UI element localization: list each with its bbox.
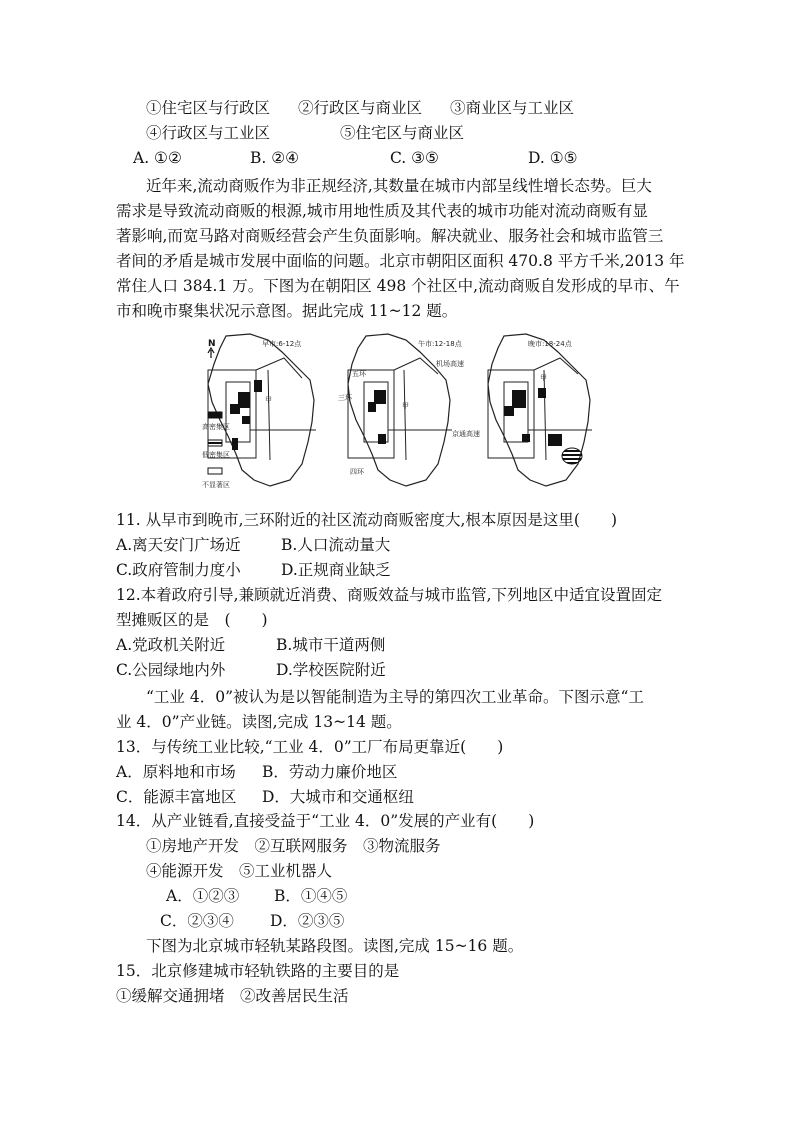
high-density-zone — [504, 406, 514, 416]
q11-option-b: B.人口流动量大 — [281, 536, 391, 554]
high-density-zone — [368, 402, 376, 412]
legend-high: 高密集区 — [202, 423, 230, 431]
high-density-zone — [230, 404, 240, 414]
q14-stem: 14．从产业链看,直接受益于“工业 4．0”发展的产业有( ) — [116, 812, 535, 830]
legend-high-swatch — [208, 412, 222, 418]
high-density-zone — [378, 434, 386, 444]
vendor-maps-svg — [198, 330, 608, 494]
label-jia: 甲 — [540, 374, 547, 382]
q14-option-c: C．②③④ — [160, 912, 234, 930]
q15-choices-row1: ①缓解交通拥堵 ②改善居民生活 — [116, 987, 349, 1005]
q10-choice-2: ②行政区与商业区 — [298, 99, 423, 117]
q14-choices-row1: ①房地产开发 ②互联网服务 ③物流服务 — [146, 837, 441, 855]
q13-option-a: A．原料地和市场 — [116, 763, 236, 781]
high-density-zone — [232, 438, 238, 450]
q13-option-d: D．大城市和交通枢纽 — [262, 788, 414, 806]
q13-option-c: C．能源丰富地区 — [116, 788, 237, 806]
passage1-line2: 需求是导致流动商贩的根源,城市用地性质及其代表的城市功能对流动商贩有显 — [116, 202, 648, 220]
passage1-line3: 著影响,而宽马路对商贩经营会产生负面影响。解决就业、服务社会和城市监管三 — [116, 227, 664, 245]
legend-low: 低密集区 — [202, 451, 230, 459]
label-jia: 甲 — [402, 402, 409, 410]
map-noon — [338, 334, 480, 486]
q10-choice-4: ④行政区与工业区 — [146, 124, 271, 142]
q11-option-a: A.离天安门广场近 — [116, 536, 241, 554]
passage1-line5: 常住人口 384.1 万。下图为在朝阳区 498 个社区中,流动商贩自发形成的早市、午 — [116, 277, 680, 295]
high-density-zone — [512, 390, 526, 408]
high-density-zone — [242, 416, 250, 424]
map-evening — [488, 334, 592, 486]
label-airport: 机场高速 — [436, 360, 464, 368]
q12-option-d: D.学校医院附近 — [276, 661, 386, 679]
q10-answer-b: B. ②④ — [250, 149, 300, 167]
q11-stem: 11. 从早市到晚市,三环附近的社区流动商贩密度大,根本原因是这里( ) — [116, 511, 618, 529]
q10-answer-c: C. ③⑤ — [390, 149, 439, 167]
north-label: N — [208, 339, 216, 349]
road-jia — [404, 370, 406, 460]
q10-choice-5: ⑤住宅区与商业区 — [340, 124, 465, 142]
q13-option-b: B．劳动力廉价地区 — [262, 763, 398, 781]
passage3: 下图为北京城市轻轨某路段图。读图,完成 15~16 题。 — [146, 937, 524, 955]
high-density-zone — [522, 434, 530, 442]
passage1-line1: 近年来,流动商贩作为非正规经济,其数量在城市内部呈线性增长态势。巨大 — [146, 177, 652, 195]
q14-choices-row2: ④能源开发 ⑤工业机器人 — [146, 862, 333, 880]
road-jia — [544, 370, 546, 460]
q12-stem-line2: 型摊贩区的是 ( ) — [116, 611, 268, 629]
legend-none-swatch — [208, 468, 222, 474]
q10-choice-3: ③商业区与工业区 — [450, 99, 575, 117]
label-jingtong: 京通高速 — [452, 430, 480, 438]
q15-stem: 15．北京修建城市轻轨铁路的主要目的是 — [116, 962, 400, 980]
q12-option-b: B.城市干道两侧 — [276, 636, 386, 654]
passage2-line1: “工业 4．0”被认为是以智能制造为主导的第四次工业革命。下图示意“工 — [146, 688, 644, 706]
q14-option-b: B．①④⑤ — [274, 887, 348, 905]
q13-stem: 13．与传统工业比较,“工业 4．0”工厂布局更靠近( ) — [116, 738, 504, 756]
passage1-line4: 者间的矛盾是城市发展中面临的问题。北京市朝阳区面积 470.8 平方千米,2013 年 — [116, 252, 685, 270]
low-density-zone — [562, 448, 582, 464]
label-wuhuan: 五环 — [352, 370, 366, 378]
north-arrow-icon — [208, 348, 214, 358]
legend-low-swatch — [208, 440, 222, 446]
q11-option-c: C.政府管制力度小 — [116, 561, 241, 579]
high-density-zone — [538, 388, 546, 398]
airport-expressway — [256, 358, 302, 378]
ring-road-5 — [348, 370, 394, 458]
q10-choice-1: ①住宅区与行政区 — [146, 99, 271, 117]
district-outline — [208, 334, 314, 486]
label-sanhuan: 三环 — [338, 394, 352, 402]
road-jia — [268, 370, 270, 460]
q12-stem-line1: 12.本着政府引导,兼顾就近消费、商贩效益与城市监管,下列地区中适宜设置固定 — [116, 586, 663, 604]
label-sihuan: 四环 — [350, 468, 364, 476]
high-density-zone — [254, 380, 262, 392]
q12-option-a: A.党政机关附近 — [116, 636, 226, 654]
airport-expressway — [394, 358, 438, 374]
passage2-line2: 业 4．0”产业链。读图,完成 13~14 题。 — [116, 713, 402, 731]
q10-answer-a: A. ①② — [133, 149, 182, 167]
map2-title: 午市:12-18点 — [418, 340, 462, 348]
label-jia: 甲 — [265, 396, 272, 404]
q10-answer-d: D. ①⑤ — [528, 149, 578, 167]
map3-title: 晚市:18-24点 — [528, 340, 572, 348]
q14-option-d: D．②③⑤ — [270, 912, 345, 930]
q14-option-a: A．①②③ — [166, 887, 240, 905]
q11-option-d: D.正规商业缺乏 — [281, 561, 391, 579]
q12-option-c: C.公园绿地内外 — [116, 661, 226, 679]
legend-none: 不显著区 — [202, 481, 230, 489]
passage1-line6: 市和晚市聚集状况示意图。据此完成 11~12 题。 — [116, 302, 458, 320]
map1-title: 早市:6-12点 — [262, 340, 302, 348]
vendor-cluster-figure — [198, 330, 608, 494]
high-density-zone — [548, 434, 562, 446]
map-morning — [202, 334, 316, 489]
district-outline — [348, 334, 450, 486]
high-density-zone — [374, 390, 386, 404]
